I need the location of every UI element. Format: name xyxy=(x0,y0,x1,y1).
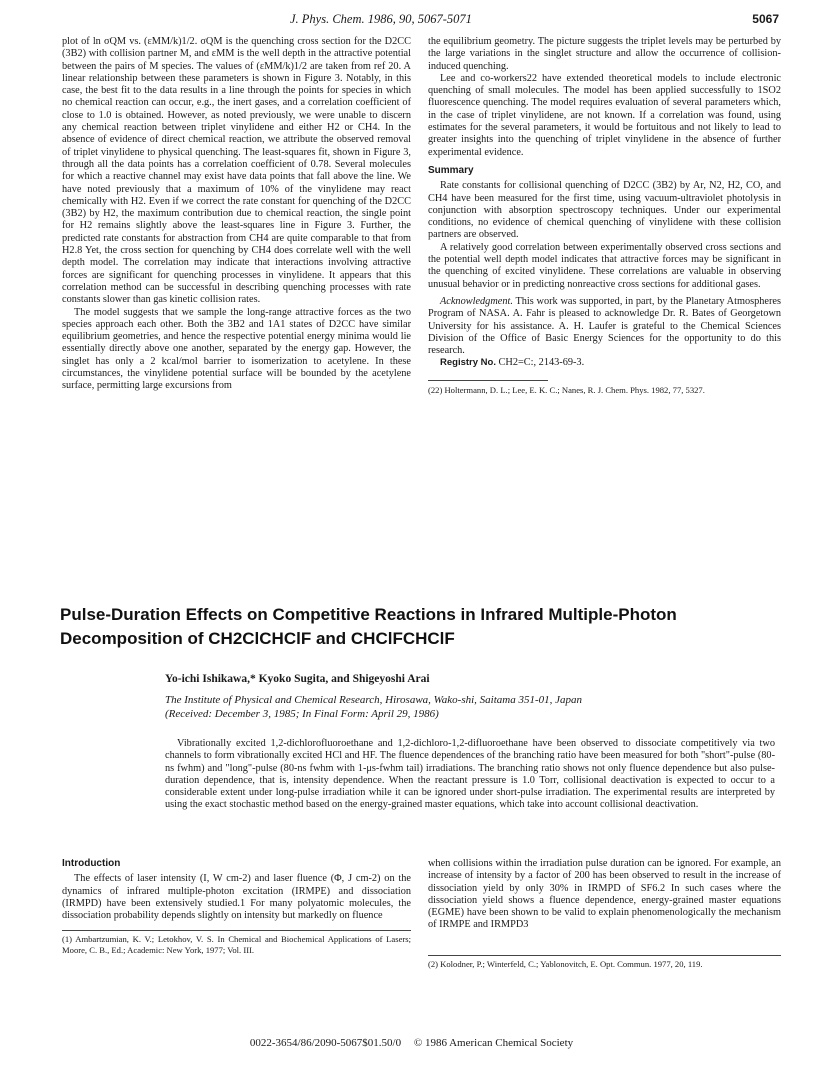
page-footer xyxy=(0,1037,823,1049)
summary-paragraph-2: A relatively good correlation between experimentally observed cross sections and the potential well depth model indicates that attractive forces may be significant in the quenching of excited vinylidene. These correlations are valuable in observing unusual behavior or in predicting nonreactive cross sections for additional gases. xyxy=(428,241,781,290)
article-title xyxy=(60,603,780,651)
title-line-1: Pulse-Duration Effects on Competitive Reactions in Infrared Multiple-Photon xyxy=(60,605,677,624)
right-paragraph-2: Lee and co-workers22 have extended theoretical models to include electronic quenching of small molecules. The model has been applied successfully to 1SO2 fluorescence quenching. The model requires evaluation of several parameters which, in the case of triplet vinylidene, are not known. If a correlation was found, using estimates for the several parameters, it would be fortuitous and not likely to lead to greater insights into the quenching of triplet vinylidene in the absence of further experimental evidence. xyxy=(428,72,781,158)
right-paragraph-1: the equilibrium geometry. The picture suggests the triplet levels may be perturbed by the large variations in the singlet structure and allow the occurrence of collision-induced quenching. xyxy=(428,36,781,72)
page-number: 5067 xyxy=(752,12,779,26)
acknowledgment-text: This work was supported, in part, by the Planetary Atmospheres Program of NASA. A. Fahr is pleased to acknowledge Dr. R. Bates of Georgetown University for his assistance. A. H. Laufer is grateful to the Chemical Sciences Division of the Office of Basic Energy Sciences for the opportunity to do this research. xyxy=(428,295,781,357)
footnote-rule-right xyxy=(428,955,781,956)
introduction-left-text: The effects of laser intensity (I, W cm-2) and laser fluence (Φ, J cm-2) on the dynamics of infrared multiple-photon excitation (IRMPE) and dissociation (IRMPD) have been extensively studied.1 For many polyatomic molecules, the dissociation probability depends slightly on intensity but markedly on fluence xyxy=(62,873,411,922)
introduction-right xyxy=(428,858,781,969)
registry xyxy=(428,357,781,369)
footnote-rule xyxy=(428,380,548,381)
left-paragraph-1: plot of ln σQM vs. (εMM/k)1/2. σQM is the quenching cross section for the D2CC (3B2) with collision partner M, and εMM is the well depth in the attractive potential between the pairs of M species. The values of (εMM/k)1/2 are taken from ref 20. A linear relationship between these parameters is shown in Figure 3. Notably, in this case, the best fit to the data results in a line through the points for species in which no chemical reaction can occur, e.g., the inert gases, and a correlation coefficient of close to 1.0 is obtained. However, as noted previously, we were unable to discern any chemical reaction between triplet vinylidene and either H2 or CH4. In the absence of evidence of direct chemical reaction, we attribute the observed removal of triplet vinylidene to physical quenching. The least-squares fit, shown in Figure 3, through all the data points has a correlation coefficient of 0.78. Several molecules for which a reactive channel may exist have data points that fall above the line. We have noted previously that a maximum of 10% of the vinylidene may react chemically with H2. Even if we correct the rate constant for quenching of the D2CC (3B2) by H2, the maximum contribution due to chemical reaction, the single point for H2 remains slightly above the least-squares line in Figure 3. Further, the predicted rate constants for abstraction from CH4 are quite comparable to that from H2.8 Yet, the cross section for quenching by CH4 does correlate well with the well depth model. The correlation may indicate that interactions involving attractive forces are significant for quenching processes in vinylidene. It appears that this correlation method can be successful in describing quenching processes with rate constants slower than gas kinetic collision rates. xyxy=(62,36,411,306)
title-line-2: Decomposition of CH2ClCHClF and CHClFCHClF xyxy=(60,629,455,648)
right-column xyxy=(428,36,781,395)
summary-heading: Summary xyxy=(428,164,474,176)
introduction-right-text: when collisions within the irradiation pulse duration can be ignored. For example, an increase of intensity by a factor of 200 has been observed to result in the increase of dissociation yield by only 30% in IRMPD of SF6.2 In such cases where the dissociation yield shows a fluence dependence, energy-grained master equations (EGME) have been shown to be valid to explain phenomenologically the mechanism of IRMPE and IRMPD3 xyxy=(428,858,781,931)
acknowledgment-label: Acknowledgment. xyxy=(440,295,513,307)
registry-text: CH2=C:, 2143-69-3. xyxy=(495,357,585,369)
left-column xyxy=(62,36,411,393)
introduction-left xyxy=(62,858,411,955)
authors: Yo-ichi Ishikawa,* Kyoko Sugita, and Shigeyoshi Arai xyxy=(165,673,430,685)
acknowledgment xyxy=(428,296,781,357)
footnote-1: (1) Ambartzumian, K. V.; Letokhov, V. S. In Chemical and Biochemical Applications of Lasers; Moore, C. B., Ed.; Academic: New York, 1977; Vol. III. xyxy=(62,934,411,955)
summary-paragraph-1: Rate constants for collisional quenching of D2CC (3B2) by Ar, N2, H2, CO, and CH4 have been measured for the first time, using vacuum-ultraviolet photolysis in conjunction with absorption spectroscopy techniques. Under our experimental conditions, no evidence of chemical quenching of vinylidene with these collision partners are observed. xyxy=(428,180,781,241)
journal-citation: J. Phys. Chem. 1986, 90, 5067-5071 xyxy=(290,12,472,26)
footnote-rule-left xyxy=(62,930,411,931)
introduction-heading: Introduction xyxy=(62,858,121,869)
received-dates: (Received: December 3, 1985; In Final Form: April 29, 1986) xyxy=(165,708,439,720)
footnote-2: (2) Kolodner, P.; Winterfeld, C.; Yablonovitch, E. Opt. Commun. 1977, 20, 119. xyxy=(428,958,703,969)
footnote-22: (22) Holtermann, D. L.; Lee, E. K. C.; Nanes, R. J. Chem. Phys. 1982, 77, 5327. xyxy=(428,384,705,395)
affiliation xyxy=(165,693,765,721)
article-identifier: 0022-3654/86/2090-5067$01.50/0 xyxy=(249,1037,402,1049)
copyright: © 1986 American Chemical Society xyxy=(413,1037,574,1049)
institution: The Institute of Physical and Chemical Research, Hirosawa, Wako-shi, Saitama 351-01, Japan xyxy=(165,694,583,706)
running-head xyxy=(0,10,823,30)
abstract: Vibrationally excited 1,2-dichlorofluoroethane and 1,2-dichloro-1,2-difluoroethane have been observed to dissociate competitively via two channels to form vibrationally excited HCl and HF. The fluence dependences of the branching ratio have been measured for both "short"-pulse (80-ns fwhm) and "long"-pulse (80-ns fwhm with 1-μs-fwhm tail) irradiations. The branching ratio shows not only fluence dependence but also pulse-duration dependence, that is, intensity dependence. When the reactant pressure is 1.0 Torr, collisional deactivation is expected to occur to a considerable extent under long-pulse irradiation while it can be ignored under short-pulse irradiation. The experimental results are interpreted by using the exact stochastic method based on the energy-grained master equations, which take into account collisional deactivation. xyxy=(165,738,775,811)
left-paragraph-2: The model suggests that we sample the long-range attractive forces as the two species approach each other. Both the 3B2 and 1A1 states of D2CC have similar equilibrium geometries, and hence the respective potential energy minima would lie essentially directly above one another, separated by the energy gap. However, the singlet has only a 2 kcal/mol barrier to isomerization to acetylene. In these circumstances, the vinylidene potential surface will be bounded by the acetylene surface, permitting large excursions from xyxy=(62,306,411,392)
registry-label: Registry No. xyxy=(440,357,496,369)
